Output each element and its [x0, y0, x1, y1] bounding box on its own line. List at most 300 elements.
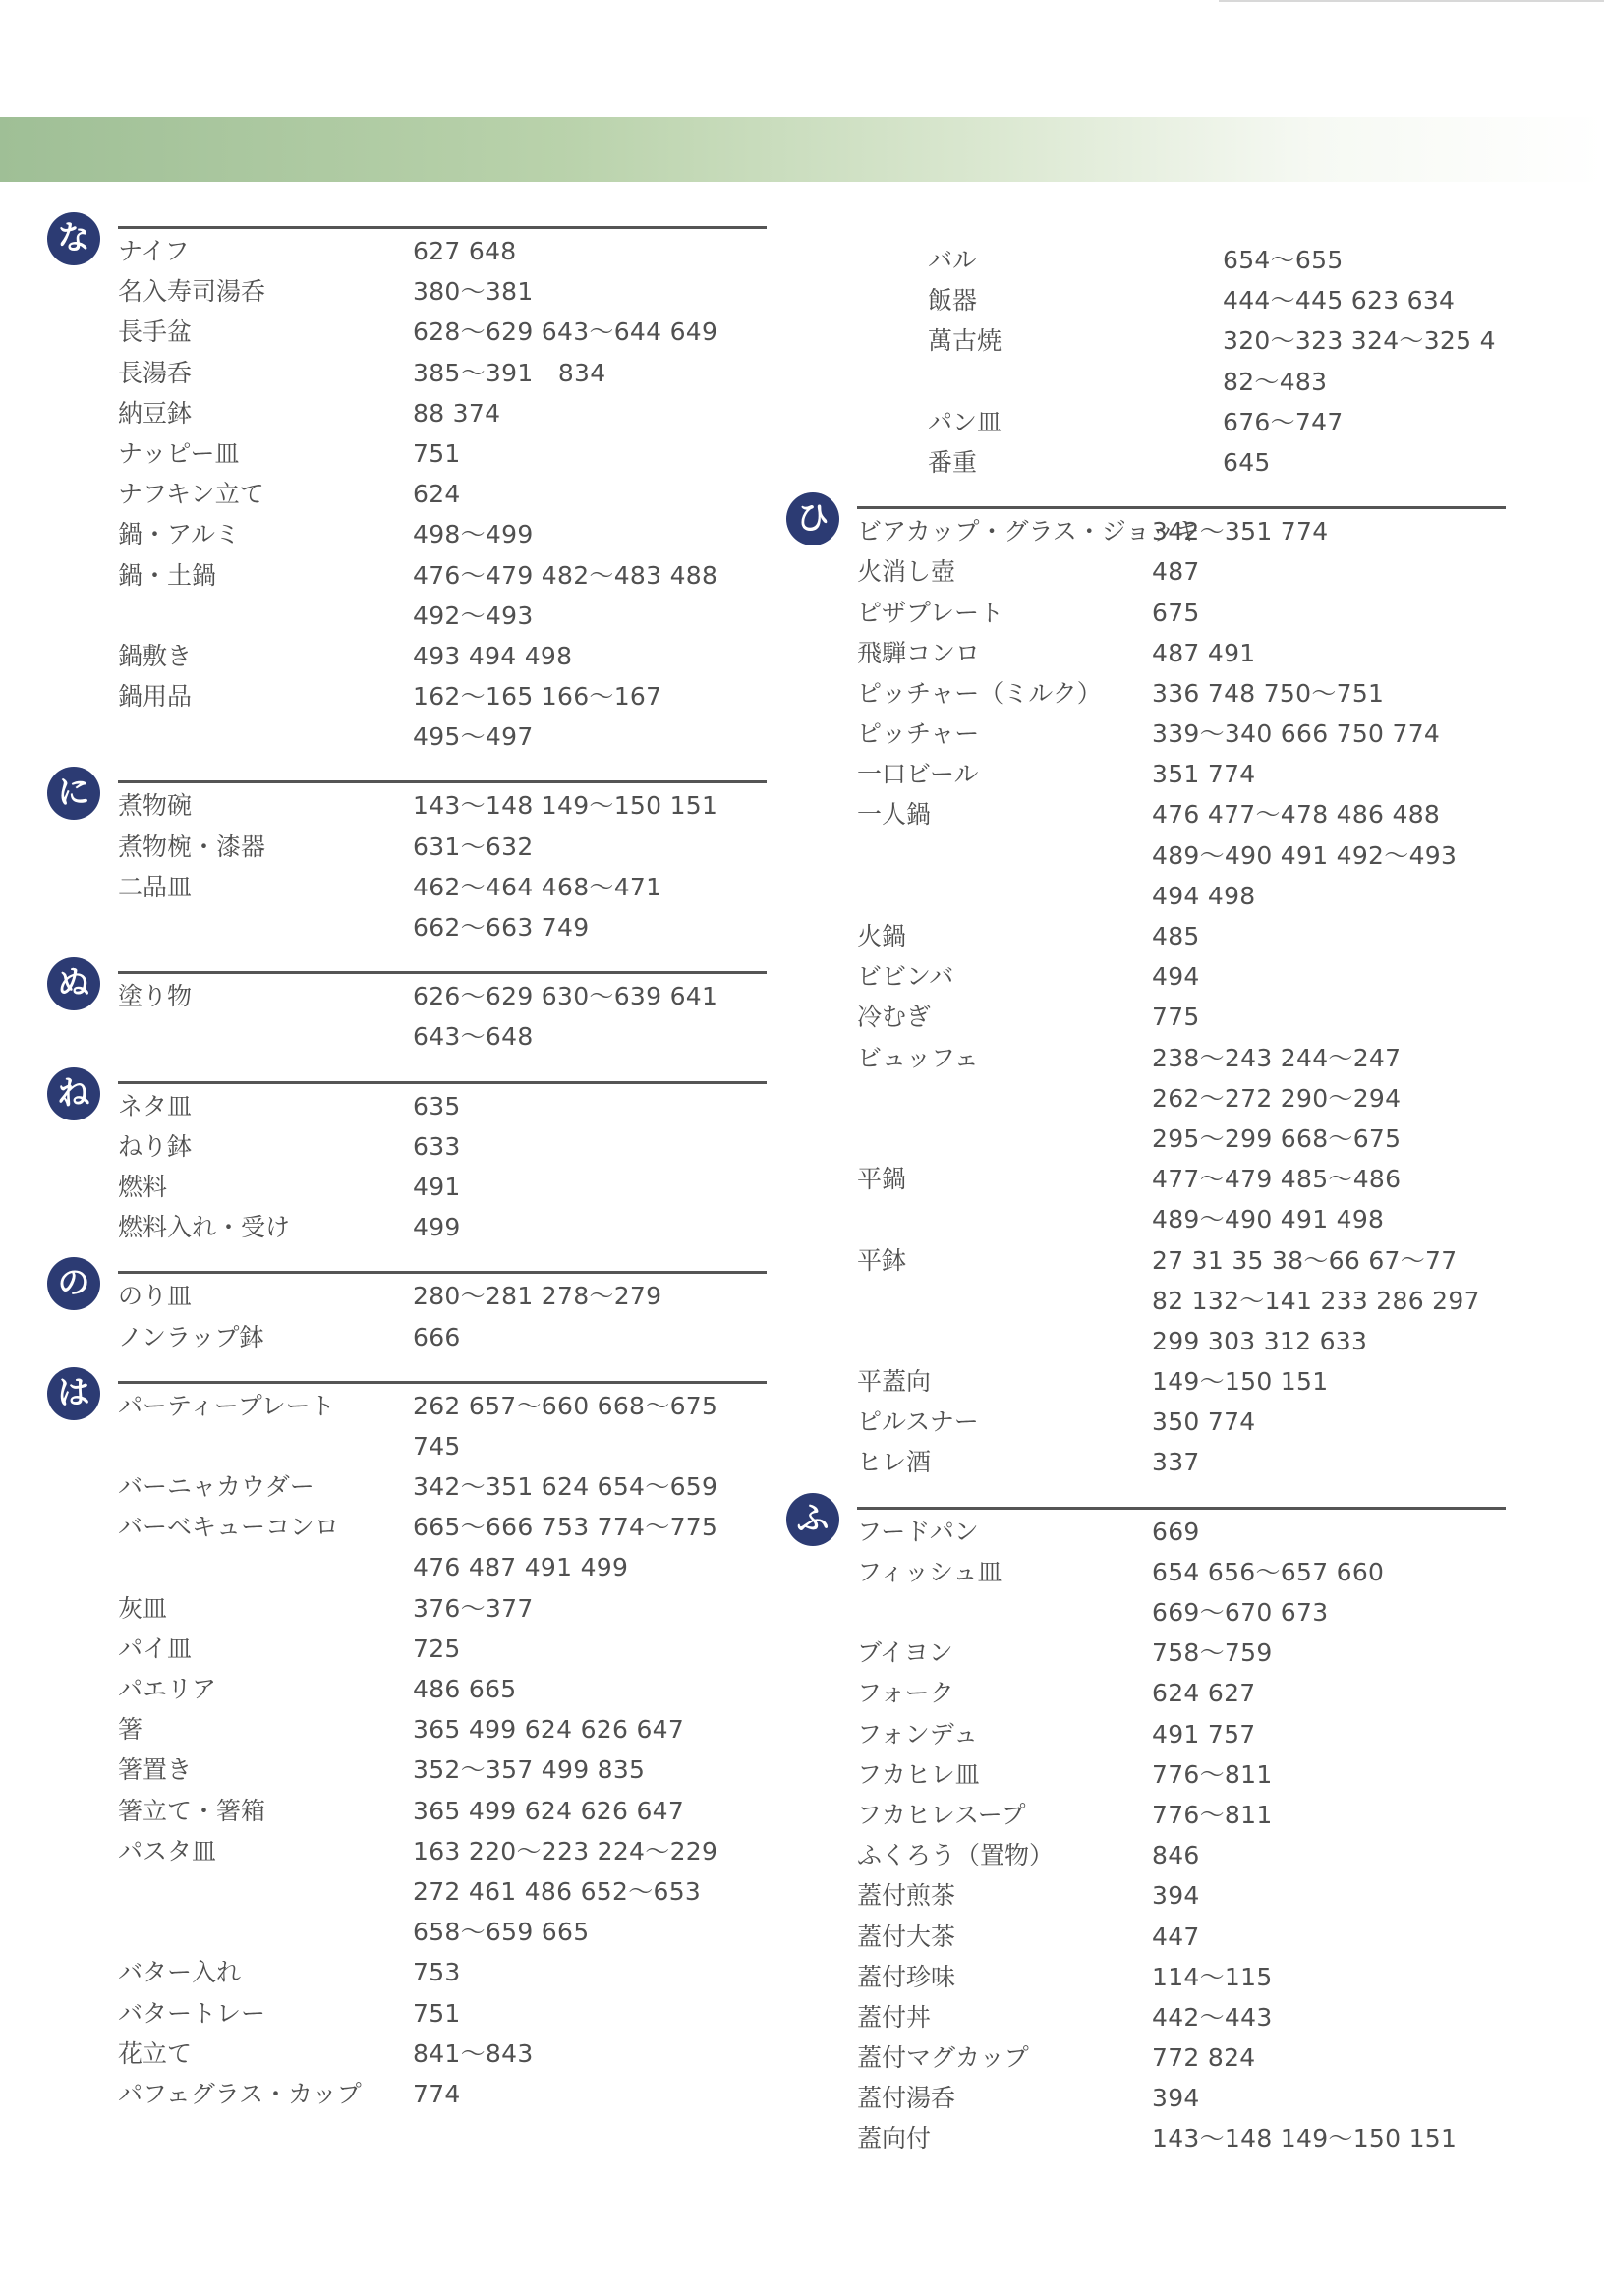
page-refs: 491	[413, 1172, 461, 1201]
page-refs: 88 374	[413, 398, 501, 428]
index-row	[857, 997, 1415, 1037]
page-refs: 295〜299 668〜675	[1152, 1123, 1402, 1153]
index-term: 蓋付湯呑	[857, 2084, 956, 2113]
page-refs: 745	[413, 1431, 461, 1461]
page-refs: 654 656〜657 660	[1152, 1557, 1385, 1586]
page-refs: 654〜655	[1223, 246, 1344, 274]
index-row	[857, 1078, 1415, 1119]
page-refs: 82 132〜141 233 286 297	[1152, 1286, 1480, 1315]
index-term: 蓋向付	[857, 2124, 932, 2153]
page-refs: 776〜811	[1152, 1800, 1273, 1829]
index-term: バル	[928, 246, 978, 274]
page-refs: 365 499 624 626 647	[413, 1715, 685, 1745]
page-refs: 485	[1152, 922, 1200, 950]
index-term: バーニャカウダー	[118, 1472, 315, 1502]
index-row	[118, 312, 718, 352]
page-refs: 487	[1152, 557, 1200, 587]
page-refs: 394	[1152, 2084, 1200, 2113]
index-term-empty	[118, 1547, 413, 1587]
page-refs: 272 461 486 652〜653	[413, 1876, 702, 1906]
index-row	[857, 916, 1415, 956]
index-row	[928, 240, 1415, 280]
index-term: 名入寿司湯呑	[118, 277, 266, 307]
index-row	[857, 1159, 1415, 1199]
kana-badge: に	[47, 767, 100, 820]
kana-badge: ふ	[786, 1493, 839, 1546]
page-refs: 676〜747	[1223, 407, 1344, 436]
index-term: のり皿	[118, 1282, 193, 1311]
index-term: フードパン	[857, 1517, 979, 1546]
index-row	[118, 867, 676, 907]
index-term: ネタ皿	[118, 1091, 193, 1120]
index-row	[928, 402, 1415, 442]
index-row	[928, 320, 1496, 361]
page-refs: 262 657〜660 668〜675	[413, 1391, 718, 1420]
page-refs: 751	[413, 438, 461, 468]
index-row	[118, 1016, 676, 1057]
section-rule	[118, 1081, 767, 1084]
index-term: ナッピー皿	[118, 438, 240, 468]
index-term: パエリア	[118, 1675, 217, 1703]
index-row	[857, 1361, 1415, 1402]
page-refs: 669〜670 673	[1152, 1598, 1329, 1627]
index-term-empty	[118, 596, 413, 636]
index-term-empty	[857, 1119, 1152, 1159]
entry-list	[786, 511, 1480, 1483]
index-term: バタートレー	[118, 1998, 266, 2028]
index-row	[857, 876, 1415, 916]
page-refs: 163 220〜223 224〜229	[413, 1836, 718, 1866]
index-row	[118, 1547, 676, 1587]
index-row	[118, 514, 676, 554]
page-refs: 499	[413, 1213, 461, 1242]
index-row	[118, 1952, 676, 1992]
index-term: 平蓋向	[857, 1367, 932, 1397]
index-term: ブイヨン	[857, 1638, 953, 1668]
index-row	[118, 1709, 685, 1750]
index-row	[118, 393, 676, 433]
index-term: ピッチャー（ミルク）	[857, 678, 1102, 708]
index-row	[118, 433, 676, 474]
entry-list	[47, 976, 718, 1057]
index-term: 灰皿	[118, 1593, 168, 1623]
index-term-empty	[118, 1912, 413, 1952]
index-row	[857, 1592, 1415, 1633]
index-row	[118, 636, 676, 676]
index-section	[47, 1263, 676, 1356]
index-row	[857, 2118, 1458, 2158]
index-term: 鍋敷き	[118, 641, 193, 670]
page-refs: 262〜272 290〜294	[1152, 1083, 1402, 1113]
index-term: ビアカップ・グラス・ジョッキ	[857, 517, 1200, 546]
index-row	[118, 907, 676, 947]
page-refs: 27 31 35 38〜66 67〜77	[1152, 1245, 1458, 1275]
index-term-empty	[118, 1871, 413, 1912]
kana-badge: な	[47, 212, 100, 265]
index-row	[118, 1791, 685, 1831]
page-refs: 487 491	[1152, 638, 1256, 667]
index-row	[118, 1629, 676, 1669]
index-row	[857, 1714, 1415, 1754]
page-refs: 149〜150 151	[1152, 1367, 1329, 1397]
index-row	[857, 1957, 1415, 1997]
page-refs: 658〜659 665	[413, 1918, 590, 1947]
page-refs: 491 757	[1152, 1719, 1256, 1749]
index-term: ヒレ酒	[857, 1448, 932, 1477]
page-refs: 643〜648	[413, 1022, 534, 1052]
index-term-empty	[857, 835, 1152, 876]
index-section	[786, 1498, 1458, 2159]
page-refs: 498〜499	[413, 520, 534, 549]
index-term: ナフキン立て	[118, 480, 264, 509]
index-row	[857, 754, 1415, 794]
entry-list	[857, 240, 1496, 483]
index-row	[118, 827, 676, 867]
page-refs: 772 824	[1152, 2043, 1256, 2073]
index-row	[118, 1276, 676, 1316]
page-refs: 114〜115	[1152, 1962, 1273, 1991]
index-row	[118, 1588, 676, 1629]
page-refs: 489〜490 491 492〜493	[1152, 840, 1458, 870]
page-refs: 376〜377	[413, 1593, 534, 1623]
index-row	[118, 1871, 702, 1912]
index-row	[857, 633, 1415, 673]
page-refs: 444〜445 623 634	[1223, 286, 1456, 316]
page-refs: 624	[413, 480, 461, 509]
index-term: 飯器	[928, 286, 978, 316]
index-term: ピッチャー	[857, 719, 980, 749]
index-term: 煮物碗	[118, 791, 193, 821]
page-refs: 486 665	[413, 1675, 517, 1703]
index-term: バター入れ	[118, 1958, 242, 1987]
index-term: ナイフ	[118, 237, 190, 265]
page-refs: 666	[413, 1322, 461, 1351]
index-row	[118, 1669, 676, 1709]
index-term: 蓋付丼	[857, 2002, 932, 2032]
index-row	[118, 1386, 718, 1426]
index-row	[118, 1426, 676, 1466]
index-row	[118, 1750, 676, 1790]
page-refs: 494	[1152, 962, 1200, 992]
index-term: 燃料	[118, 1172, 168, 1201]
index-row	[857, 1875, 1415, 1916]
index-term: 長湯呑	[118, 358, 193, 387]
index-term-empty	[118, 717, 413, 757]
index-row	[857, 1997, 1415, 2038]
page-refs: 751	[413, 1998, 461, 2028]
index-row	[857, 1038, 1415, 1078]
index-row	[928, 442, 1415, 483]
page-refs: 336 748 750〜751	[1152, 678, 1385, 708]
index-term: 番重	[928, 447, 978, 477]
index-term: 箸	[118, 1715, 143, 1745]
index-term: パフェグラス・カップ	[118, 2079, 362, 2108]
index-term: フォーク	[857, 1679, 954, 1708]
index-row	[857, 551, 1415, 592]
index-row	[118, 1086, 676, 1126]
index-row	[857, 1633, 1415, 1673]
index-row	[118, 596, 676, 636]
index-row	[118, 1912, 676, 1952]
index-row	[857, 956, 1415, 997]
index-row	[118, 2074, 676, 2114]
index-row	[857, 714, 1441, 754]
entry-list	[47, 1086, 676, 1248]
page-refs: 631〜632	[413, 832, 534, 861]
kana-badge: ね	[47, 1067, 100, 1120]
page-refs: 351 774	[1152, 760, 1256, 789]
index-term-empty	[857, 1321, 1152, 1361]
index-row	[118, 2034, 676, 2074]
index-term: 平鍋	[857, 1165, 907, 1194]
index-term: バーベキューコンロ	[118, 1513, 340, 1542]
index-column-left	[47, 218, 718, 2114]
index-term: 蓋付大茶	[857, 1922, 956, 1951]
index-row	[118, 555, 718, 596]
index-row	[857, 1552, 1415, 1592]
index-term: 火消し壺	[857, 557, 956, 587]
index-section	[47, 1372, 718, 2114]
index-term: フォンデュ	[857, 1719, 979, 1749]
kana-badge: の	[47, 1257, 100, 1310]
page-refs: 365 499 624 626 647	[413, 1796, 685, 1825]
page-refs: 320〜323 324〜325 4	[1223, 326, 1496, 356]
page-refs: 633	[413, 1131, 461, 1161]
page-refs: 846	[1152, 1841, 1200, 1870]
page-refs: 753	[413, 1958, 461, 1987]
index-term: ノンラップ鉢	[118, 1322, 264, 1351]
index-row	[857, 1321, 1415, 1361]
section-rule	[857, 1507, 1506, 1510]
index-row	[118, 1317, 676, 1357]
index-row	[857, 1795, 1415, 1835]
index-row	[118, 976, 718, 1016]
index-term-empty	[857, 876, 1152, 916]
index-row	[857, 1917, 1415, 1957]
page-refs: 627 648	[413, 237, 517, 265]
index-term: 煮物椀・漆器	[118, 832, 266, 861]
index-section	[47, 218, 718, 757]
index-row	[857, 673, 1415, 714]
page-refs: 339〜340 666 750 774	[1152, 719, 1441, 749]
entry-list	[47, 1386, 718, 2114]
index-row	[857, 1754, 1415, 1795]
top-edge-line	[1219, 0, 1604, 2]
index-row	[118, 785, 718, 826]
index-term: ねり鉢	[118, 1131, 193, 1161]
page-refs: 342〜351 774	[1152, 517, 1329, 546]
page-refs: 238〜243 244〜247	[1152, 1043, 1402, 1072]
index-term: 鍋・土鍋	[118, 560, 217, 590]
index-row	[857, 1199, 1415, 1239]
page-refs: 725	[413, 1634, 461, 1663]
index-term: 冷むぎ	[857, 1003, 932, 1032]
page-refs: 143〜148 149〜150 151	[1152, 2124, 1458, 2153]
index-row	[118, 1126, 676, 1167]
index-row	[857, 1240, 1458, 1281]
index-term-empty	[118, 1426, 413, 1466]
section-rule	[118, 226, 767, 229]
page-refs: 476〜479 482〜483 488	[413, 560, 718, 590]
index-column-right	[786, 240, 1496, 2159]
index-row	[928, 362, 1415, 402]
index-term: パン皿	[928, 407, 1002, 436]
kana-badge: ひ	[786, 492, 839, 545]
index-term: パーティープレート	[118, 1391, 335, 1420]
page-refs: 477〜479 485〜486	[1152, 1165, 1402, 1194]
index-term-empty	[857, 1281, 1152, 1321]
page-refs: 662〜663 749	[413, 913, 590, 942]
section-rule	[118, 971, 767, 974]
index-term: パイ皿	[118, 1634, 193, 1663]
index-term: 一口ビール	[857, 760, 979, 789]
index-term: 花立て	[118, 2038, 193, 2068]
page-refs: 489〜490 491 498	[1152, 1205, 1385, 1234]
index-term: 平鉢	[857, 1245, 907, 1275]
index-row	[118, 1167, 676, 1207]
page-refs: 342〜351 624 654〜659	[413, 1472, 718, 1502]
page-refs: 635	[413, 1091, 461, 1120]
index-term: 一人鍋	[857, 800, 932, 830]
page-refs: 774	[413, 2079, 461, 2108]
index-row	[857, 1673, 1415, 1713]
index-term-empty	[928, 362, 1223, 402]
index-term: フカヒレスープ	[857, 1800, 1026, 1829]
index-term: ビュッフェ	[857, 1043, 979, 1072]
page-refs: 476 477〜478 486 488	[1152, 800, 1441, 830]
page-refs: 280〜281 278〜279	[413, 1282, 662, 1311]
index-row	[857, 593, 1415, 633]
page-refs: 776〜811	[1152, 1759, 1273, 1789]
page-refs: 624 627	[1152, 1679, 1256, 1708]
index-term: 長手盆	[118, 317, 193, 347]
page-refs: 841〜843	[413, 2038, 534, 2068]
page-refs: 82〜483	[1223, 367, 1328, 396]
page-refs: 162〜165 166〜167	[413, 682, 662, 712]
index-term: ビビンバ	[857, 962, 954, 992]
index-row	[118, 1207, 676, 1247]
index-row	[857, 2078, 1415, 2118]
page-refs: 442〜443	[1152, 2002, 1273, 2032]
index-term-empty	[857, 1592, 1152, 1633]
index-row	[118, 717, 676, 757]
section-rule	[118, 780, 767, 783]
index-row	[857, 794, 1441, 834]
index-term: 飛騨コンロ	[857, 638, 981, 667]
index-term: ふくろう（置物）	[857, 1841, 1055, 1870]
page-refs: 385〜391 834	[413, 358, 606, 387]
page-refs: 775	[1152, 1003, 1200, 1032]
page-refs: 628〜629 643〜644 649	[413, 317, 718, 347]
page-refs: 380〜381	[413, 277, 534, 307]
kana-badge: は	[47, 1367, 100, 1420]
index-term: フィッシュ皿	[857, 1557, 1002, 1586]
index-row	[118, 1507, 718, 1547]
page-refs: 492〜493	[413, 601, 534, 630]
index-row	[118, 271, 676, 312]
entry-list	[786, 1512, 1458, 2159]
index-term: ピザプレート	[857, 598, 1004, 627]
index-term: 鍋・アルミ	[118, 520, 241, 549]
entry-list	[47, 785, 718, 947]
page-refs: 645	[1223, 447, 1271, 477]
index-section-continued	[786, 240, 1496, 483]
page-refs: 495〜497	[413, 722, 534, 752]
index-term: 箸立て・箸箱	[118, 1796, 266, 1825]
index-term: 鍋用品	[118, 682, 193, 712]
index-term: 塗り物	[118, 982, 193, 1011]
index-term: 蓋付珍味	[857, 1962, 956, 1991]
index-row	[118, 353, 676, 393]
index-row	[857, 1119, 1415, 1159]
kana-badge: ぬ	[47, 957, 100, 1010]
index-row	[857, 1512, 1415, 1552]
entry-list	[47, 231, 718, 757]
index-term: 燃料入れ・受け	[118, 1213, 291, 1242]
index-section	[47, 963, 718, 1057]
index-section	[786, 498, 1480, 1483]
index-term: パスタ皿	[118, 1836, 217, 1866]
page-refs: 669	[1152, 1517, 1200, 1546]
index-section	[47, 1072, 676, 1248]
index-row	[118, 676, 676, 717]
index-row	[118, 1831, 718, 1871]
page-refs: 675	[1152, 598, 1200, 627]
page-refs: 462〜464 468〜471	[413, 872, 662, 901]
index-term: 納豆鉢	[118, 398, 193, 428]
index-term-empty	[118, 907, 413, 947]
page-refs: 626〜629 630〜639 641	[413, 982, 718, 1011]
page-refs: 143〜148 149〜150 151	[413, 791, 718, 821]
page-refs: 299 303 312 633	[1152, 1326, 1368, 1355]
index-term-empty	[118, 1016, 413, 1057]
page-refs: 476 487 491 499	[413, 1553, 629, 1582]
index-row	[118, 231, 676, 271]
page-refs: 493 494 498	[413, 641, 573, 670]
section-rule	[857, 506, 1506, 509]
index-term: 萬古焼	[928, 326, 1002, 356]
index-term: 二品皿	[118, 872, 193, 901]
page-refs: 394	[1152, 1881, 1200, 1911]
index-row	[857, 511, 1415, 551]
page-refs: 350 774	[1152, 1407, 1256, 1437]
page-refs: 337	[1152, 1448, 1200, 1477]
section-rule	[118, 1271, 767, 1274]
index-row	[857, 1402, 1415, 1442]
index-row	[857, 2038, 1415, 2078]
index-row	[857, 1442, 1415, 1482]
index-term: 蓋付煎茶	[857, 1881, 956, 1911]
page-refs: 494 498	[1152, 881, 1256, 910]
index-row	[857, 1835, 1415, 1875]
index-row	[857, 835, 1458, 876]
index-term: ピルスナー	[857, 1407, 979, 1437]
page-refs: 665〜666 753 774〜775	[413, 1513, 718, 1542]
index-row	[928, 280, 1456, 320]
index-term-empty	[857, 1078, 1152, 1119]
index-term: 火鍋	[857, 922, 907, 950]
index-row	[118, 474, 676, 514]
index-term: フカヒレ皿	[857, 1759, 980, 1789]
page-refs: 447	[1152, 1922, 1200, 1951]
index-term: 蓋付マグカップ	[857, 2043, 1029, 2073]
page-refs: 352〜357 499 835	[413, 1755, 646, 1785]
index-row	[857, 1281, 1480, 1321]
page-refs: 758〜759	[1152, 1638, 1273, 1668]
index-term-empty	[857, 1199, 1152, 1239]
header-banner	[0, 117, 1604, 182]
index-row	[118, 1993, 676, 2034]
